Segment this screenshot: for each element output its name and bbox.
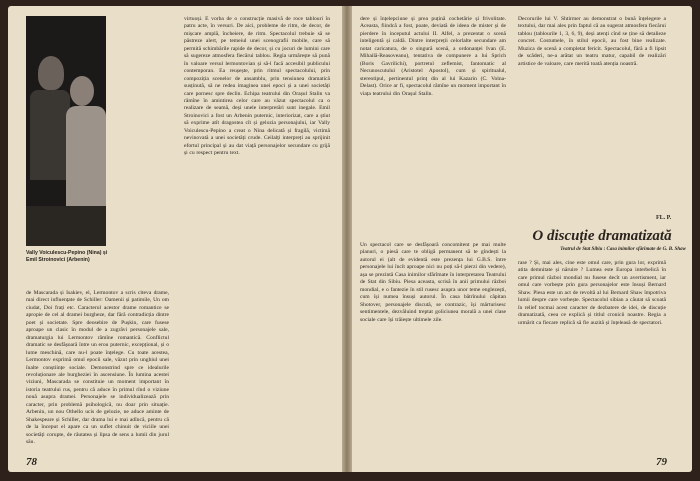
right-column-b-text: Decorurile lui V. Shtirmer au demonstrat o bună înțelegere a textului, dar mai ales prin faptul că au sugerat atmosfera fiecărui tablou (tablourile 1, 3, 6, 9), deși atenți cînd se ține să detalieze concret. Costumele, în stilul epocii, au fost bine realizate. Muzica de scenă a completat fericit. Spectacolul, fără a fi lipsit de scăderi, ne-a arătat un teatru matur, capabil de realizări artistice de valoare, care merită toată atenția noastră. bbox=[518, 16, 666, 67]
left-column-b bbox=[184, 16, 330, 462]
right-column-c-text: Un spectacol care se desfășoară concomitent pe mai multe planuri, o piesă care te obligă permanent să te gîndești la autorul ei (alt de evidentă este prezența lui G.B.S. între personajele lui încît aproape nici nu poți să-l pierzi din vedere), așa se prezintă Casa inimilor sfărîmate în interpretarea Teatrului de Stat din Sibiu. Piesa aceasta, scrisă în anii primului război mondial, e o fantezie în stil rusesc asupra unor teme englezești, cum își numea însuși autorul. În casa bătrînului căpitan Shotover, personajele discută, se contrazic, își mărturisesc sentimentele, dezvăluind treptat goliciunea morală a unei clase sociale care își trăiește ultimele zile. bbox=[360, 242, 506, 323]
left-column-a bbox=[26, 290, 169, 458]
article-subheading: Teatrul de Stat Sibiu : Casa inimilor sfărîmate de G. B. Shaw bbox=[560, 247, 686, 252]
photo-floor bbox=[26, 206, 106, 246]
photo-figure-dark bbox=[30, 90, 70, 180]
left-column-a-text: de Mascarada și Isakiev, el, Lermontov a scris citeva drame, mai direct influențate de Schiller: Oamenii și patimile, Un om ciudat, Doi frați etc. Caracterul acestor drame romantice se apropie de cel al dramei burgheze, dar fără contradicția dintre poet și societate. Spre deosebire de Pușkin, care fusese aproape un clasic în modul de a zugrăvi personajele sale, dramaturgia lui Lermontov rămîne romantică. Conflictul dramatic se desfășoară între un erou puternic, excepțional, și o lume meschină, care nu-l poate înțelege. Cu toate acestea, Lermontov exprimă omul epocii sale, văzut prin unghiul unei înalte conștiințe sociale. Demonstrind spre ce idealurile revoluționare ale burgheziei în ascensiune. În lumina acestei viziuni, Mascarada se constituie un moment important în istoria teatrului rus, pentru că aduce în primul rînd o viziune nouă asupra dramei. Personajele se individualizează prin caracter, prin problemă psihologică, nu doar prin situație. Arbenin, un nou Othello ucis de gelozie, ne aduce aminte de Shakespeare și Schiller, dar drama lui e mai adîncă, pentru că de la început el apare ca un suflet chinuit de viciile unei societăți corupte, de răutatea și lipsa de sens a lumii din jurul său. bbox=[26, 290, 169, 446]
right-column-d-text: rase ? Și, mai ales, cine este omul care, prin gura lor, exprimă atita demnitate și năruire ? Lumea este Europa interbelică în care primul război mondial nu fusese decît un avertisment, iar omul care vorbește prin gura personajelor este însuși Bernard Shaw. Piesa este un act de revoltă al lui Bernard Shaw împotriva lumii despre care vorbește. Spectacolul sibian a căutat să scoată în relief tocmai acest caracter de dezbatere de idei, de discuție dramatizată, ceea ce explică și titlul cronicii noastre. Regia a urmărit ca fiecare replică să fie auzită și înțeleasă de spectatori. bbox=[518, 260, 666, 326]
photo-head-left bbox=[38, 56, 64, 90]
right-column-d bbox=[518, 260, 666, 456]
left-column-b-text: virtuoși. E vorba de o construcție masivă de roce tablouri în patru acte, în versuri. De aici, probleme de ritm, de decor, de mișcare amplă, încheiere, de ritm. Spectacolul trebuie să se păstreze alert, pe temeiul unei scenografii mobile, care să permită schimbările rapide de decor, și cu jocuri de lumini care să sugereze atmosfera fiecărui tablou. Regia urmărește să pună în valoare versul lermontovian și să-l facă accesibil publicului contemporan. Ea reușește, prin ritmul spectacolului, prin compoziția scenelor de ansamblu, prin tensiunea dramatică susținută, să ne redea imaginea unei epoci și a unei societăți care pornesc spre declin. Echipa teatrului din Orașul Stalin va rămîne în amintirea celor care au văzut spectacolul ca o realizare de seamă, deși unele interpretări sunt inegale. Emil Stroinovici a fost un Arbenin puternic, interiorizat, care a știut să exprime atît dragostea cît și gelozia personajului, iar Vally Voiculescu-Pepino a creat o Nina delicată și fragilă, victimă nevinovată a unei societăți crude. Ceilalți interpreți au sprijinit efortul principal și au dat viață personajelor secundare cu grijă și cu respect pentru text. bbox=[184, 16, 330, 157]
article-heading: O discuție dramatizată bbox=[532, 228, 672, 244]
book-gutter bbox=[342, 6, 352, 472]
photo-figure-light bbox=[66, 106, 106, 206]
right-page bbox=[352, 6, 692, 472]
page-number-right: 79 bbox=[656, 456, 667, 468]
left-page bbox=[8, 6, 342, 472]
photo-head-right bbox=[70, 76, 94, 106]
right-column-b bbox=[518, 16, 666, 214]
page-number-left: 78 bbox=[26, 456, 37, 468]
right-column-a bbox=[360, 16, 506, 214]
right-column-a-text: dere și înțelepciune și prea puțină cochetărie și frivolitate. Aceasta, fiindcă a fost, poate, deviată de ideea de mister și de pierdere în inceputul actului II. Alfel, a prezentat o scenă inteligentă și caldă. Dintre interpreții celorlalte secundare am notat caricatura, de o singură scenă, a ordonanței Ivan (E. Mihailă-Reasoveanu), tentativa de compunere a lui Sprich (Boris Gavrilichi), portretul zeflemist, fantomatic al Necunoscutului (Aristotel Apostol), cum și spiritualul, stereotipul, pertinentul prinț din al lui Kazarin (C. Volna-Delast). Orice ar fi, spectacolul rămîne un moment important în viața teatrului din Orașul Stalin. bbox=[360, 16, 506, 97]
right-column-c bbox=[360, 242, 506, 462]
signature: FL. P. bbox=[656, 215, 672, 221]
theatre-photo bbox=[26, 16, 106, 246]
photo-caption: Vally Voiculescu-Pepino (Nina) și Emil Stroinovici (Arbenin) bbox=[26, 250, 108, 263]
